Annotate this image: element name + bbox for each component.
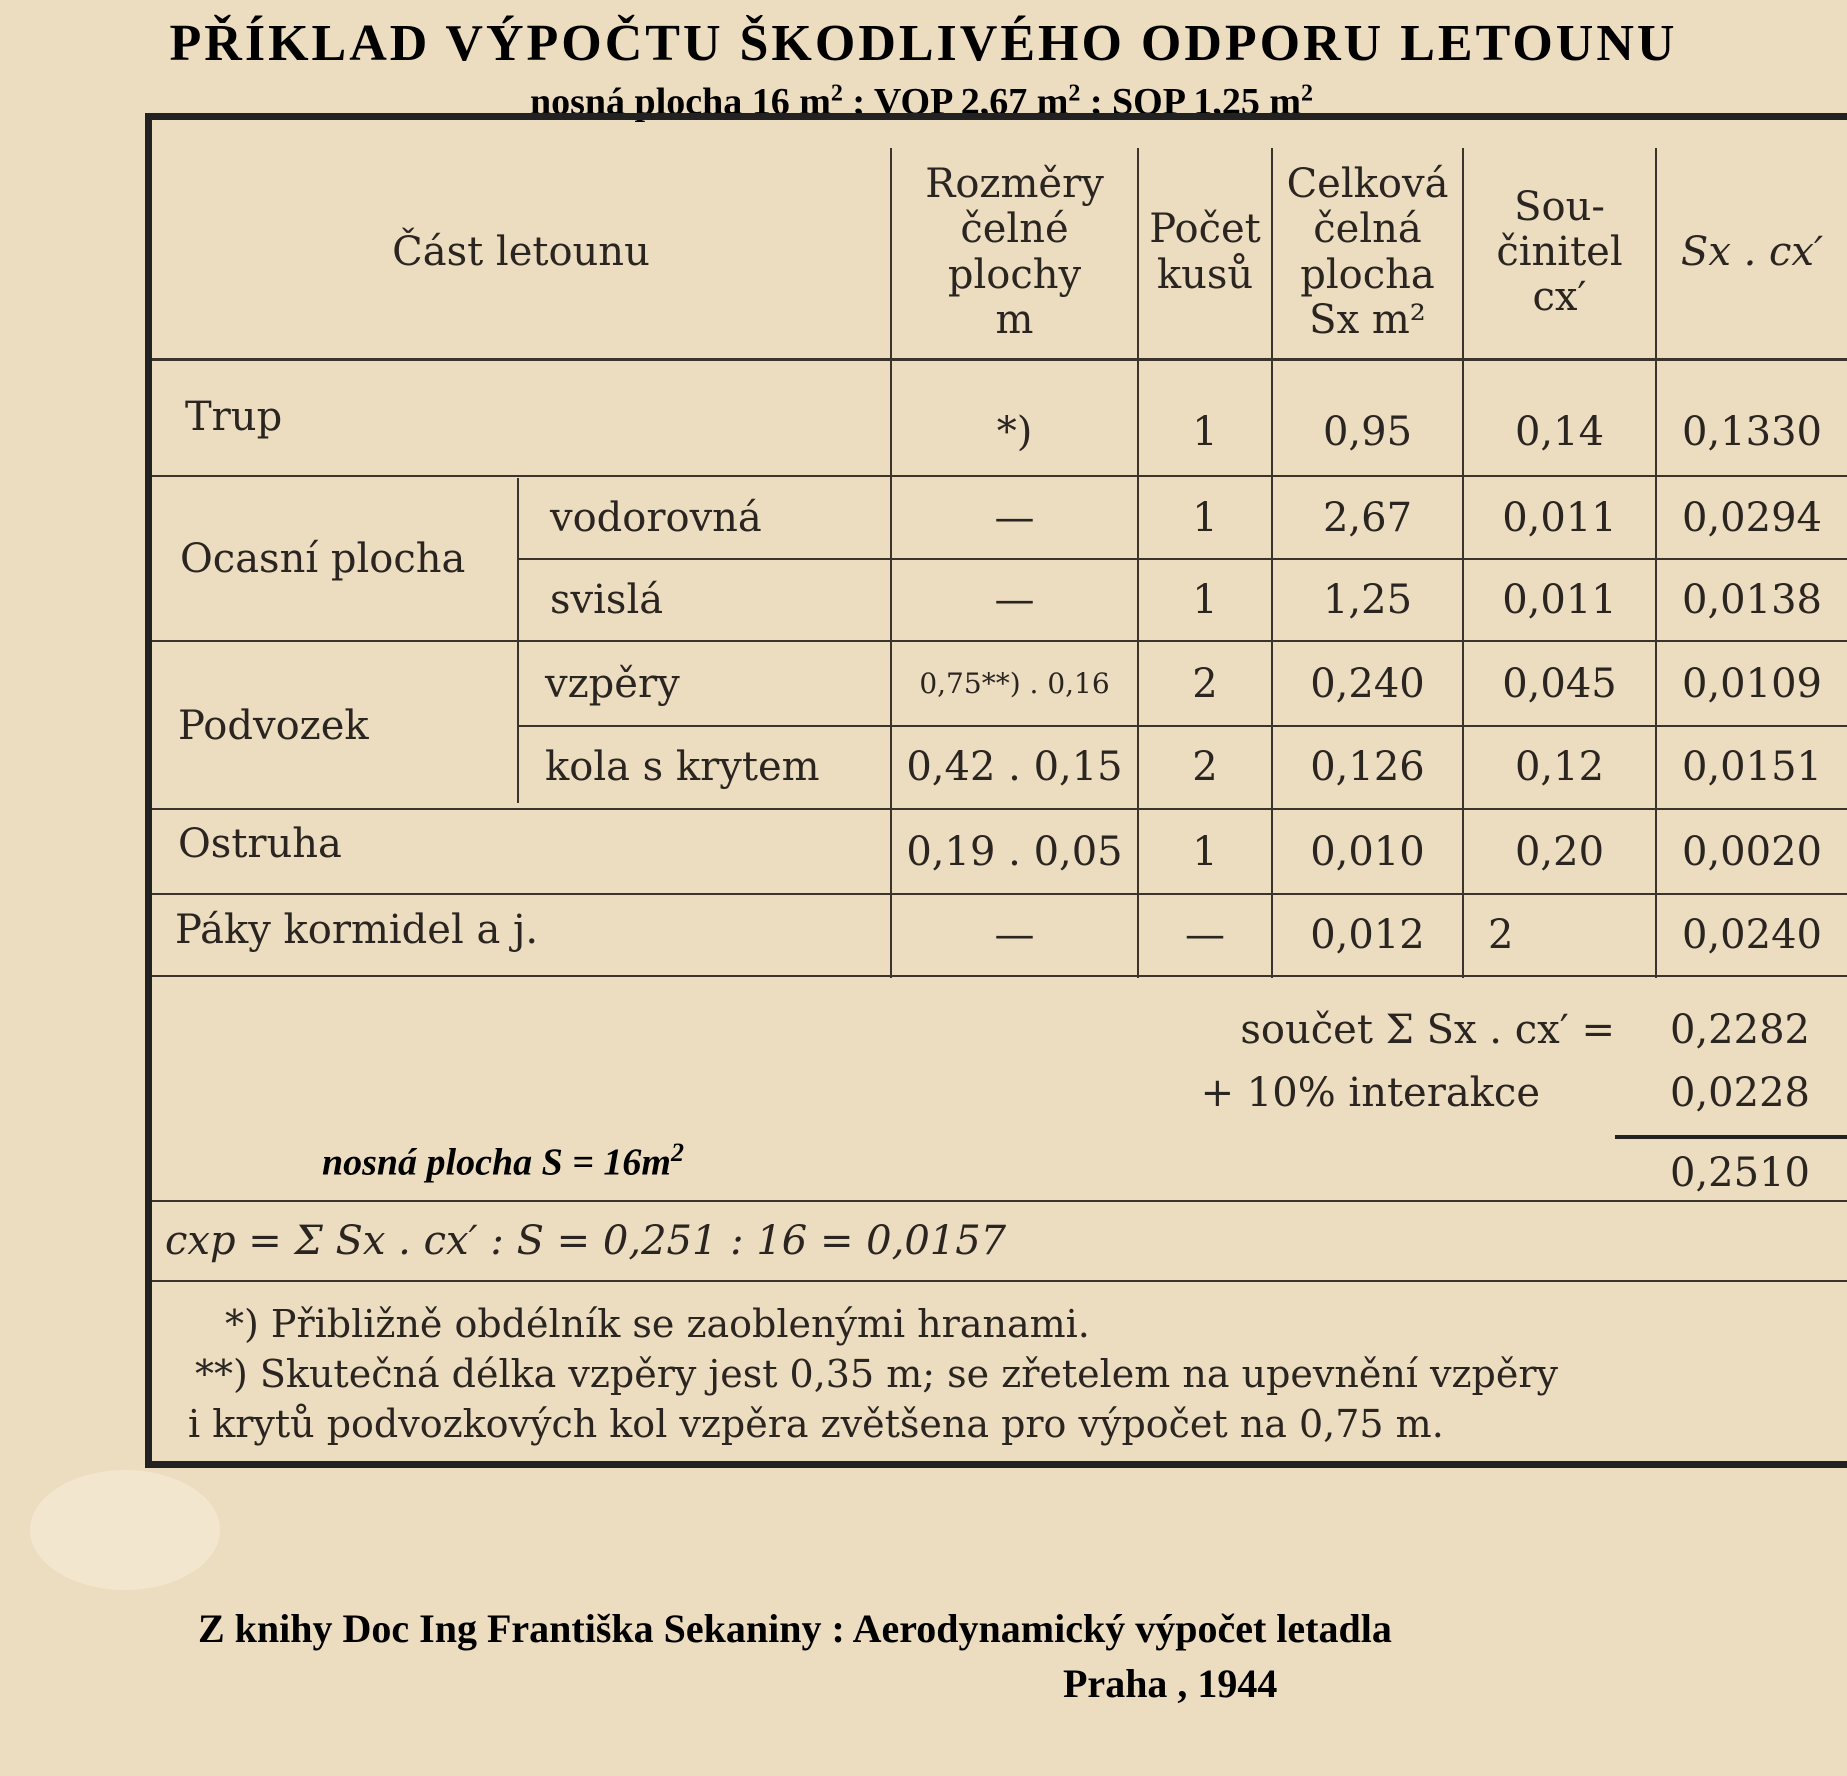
group-label-gear: Podvozek <box>178 702 369 749</box>
total-rule <box>1615 1135 1847 1139</box>
row-product: 0,0151 <box>1682 744 1822 790</box>
row-area: 0,012 <box>1310 912 1425 958</box>
drag-formula: cxp = Σ Sx . cx′ : S = 0,251 : 16 = 0,0157 <box>165 1218 1007 1264</box>
row-coefficient: 0,12 <box>1514 744 1605 790</box>
source-line: Z knihy Doc Ing Františka Sekaniny : Aerodynamický výpočet letadla <box>198 1606 1392 1651</box>
row-dimensions: 0,42 . 0,15 <box>906 744 1123 790</box>
header-bottom-line <box>152 358 1847 361</box>
row-line <box>152 475 1847 477</box>
row-line <box>152 640 1847 642</box>
header-coefficient: Sou- činitel cx′ <box>1496 183 1623 321</box>
footnote: **) Skutečná délka vzpěry jest 0,35 m; se zřetelem na upevnění vzpěry <box>195 1352 1558 1396</box>
subtitle-sup: 2 <box>1068 80 1081 107</box>
row-sub-label: vzpěry <box>545 661 680 707</box>
row-count: 2 <box>1192 661 1218 707</box>
footnote: *) Přibližně obdélník se zaoblenými hranami. <box>225 1302 1090 1346</box>
row-part-label: Páky kormidel a j. <box>175 907 539 953</box>
row-product: 0,0240 <box>1682 912 1822 958</box>
row-sub-label: kola s krytem <box>545 744 820 790</box>
page-title: PŘÍKLAD VÝPOČTU ŠKODLIVÉHO ODPORU LETOUNU <box>169 15 1678 72</box>
row-coefficient: 0,14 <box>1514 409 1605 455</box>
row-dimensions: 0,19 . 0,05 <box>906 828 1123 875</box>
row-area: 1,25 <box>1322 577 1413 623</box>
row-dimensions: — <box>994 577 1035 623</box>
sum-value: 0,2282 <box>1670 1007 1810 1053</box>
row-product: 0,0020 <box>1682 828 1822 875</box>
row-dimensions: *) <box>996 409 1033 455</box>
header-dimensions: Rozměry čelné plochy m <box>925 161 1104 343</box>
row-sub-label: vodorovná <box>550 495 762 541</box>
footnote: i krytů podvozkových kol vzpěra zvětšena pro výpočet na 0,75 m. <box>188 1402 1444 1446</box>
row-product: 0,0138 <box>1682 577 1822 623</box>
header-count: Počet kusů <box>1149 206 1261 298</box>
row-product: 0,0294 <box>1682 495 1822 541</box>
subtitle-wing-area: nosná plocha 16 m <box>530 81 831 123</box>
wing-area-note-sup: 2 <box>670 1138 684 1167</box>
row-coefficient: 0,20 <box>1514 828 1605 875</box>
row-part-label: Ostruha <box>178 821 342 867</box>
formula-top-line <box>152 1200 1847 1202</box>
row-area: 0,95 <box>1322 409 1413 455</box>
header-product: Sx . cx′ <box>1680 228 1824 275</box>
row-sub-label: svislá <box>550 577 664 623</box>
row-count: 1 <box>1192 828 1218 875</box>
row-product: 0,1330 <box>1682 409 1822 455</box>
row-coefficient: 0,011 <box>1502 577 1617 623</box>
row-coefficient: 0,011 <box>1502 495 1617 541</box>
row-coefficient: 2 <box>1488 912 1514 958</box>
row-area: 0,010 <box>1310 828 1425 875</box>
group-label-tail: Ocasní plocha <box>180 536 466 582</box>
header-total-area: Celková čelná plocha Sx m² <box>1286 161 1449 343</box>
row-dimensions: 0,75**) . 0,16 <box>919 667 1110 701</box>
row-dimensions: — <box>994 912 1035 958</box>
row-dimensions: — <box>994 495 1035 541</box>
row-part-label: Trup <box>185 394 283 440</box>
wing-area-note-text: nosná plocha S = 16m <box>322 1141 671 1184</box>
subtitle-sup: 2 <box>830 80 843 107</box>
row-count: — <box>1185 912 1225 958</box>
row-product: 0,0109 <box>1682 661 1822 707</box>
sum-label: součet Σ Sx . cx′ = <box>1240 1007 1615 1053</box>
row-area: 0,240 <box>1310 661 1425 707</box>
source-year: Praha , 1944 <box>1063 1661 1278 1706</box>
subtitle-vop: ; VOP 2,67 m <box>842 81 1069 123</box>
interaction-value: 0,0228 <box>1670 1070 1810 1116</box>
row-count: 1 <box>1192 409 1218 455</box>
row-area: 2,67 <box>1322 495 1413 541</box>
formula-bottom-line <box>152 1280 1847 1282</box>
subtitle-sup: 2 <box>1301 80 1314 107</box>
row-count: 2 <box>1192 744 1218 790</box>
row-area: 0,126 <box>1310 744 1425 790</box>
row-count: 1 <box>1192 495 1218 541</box>
row-line <box>152 975 1847 977</box>
subtitle-sop: ; SOP 1,25 m <box>1080 81 1302 123</box>
header-part: Část letounu <box>392 228 650 275</box>
row-count: 1 <box>1192 577 1218 623</box>
total-value: 0,2510 <box>1670 1149 1810 1196</box>
interaction-label: + 10% interakce <box>1200 1070 1540 1116</box>
paper-stain <box>30 1470 220 1590</box>
row-coefficient: 0,045 <box>1502 661 1617 707</box>
wing-area-note <box>322 1138 684 1185</box>
